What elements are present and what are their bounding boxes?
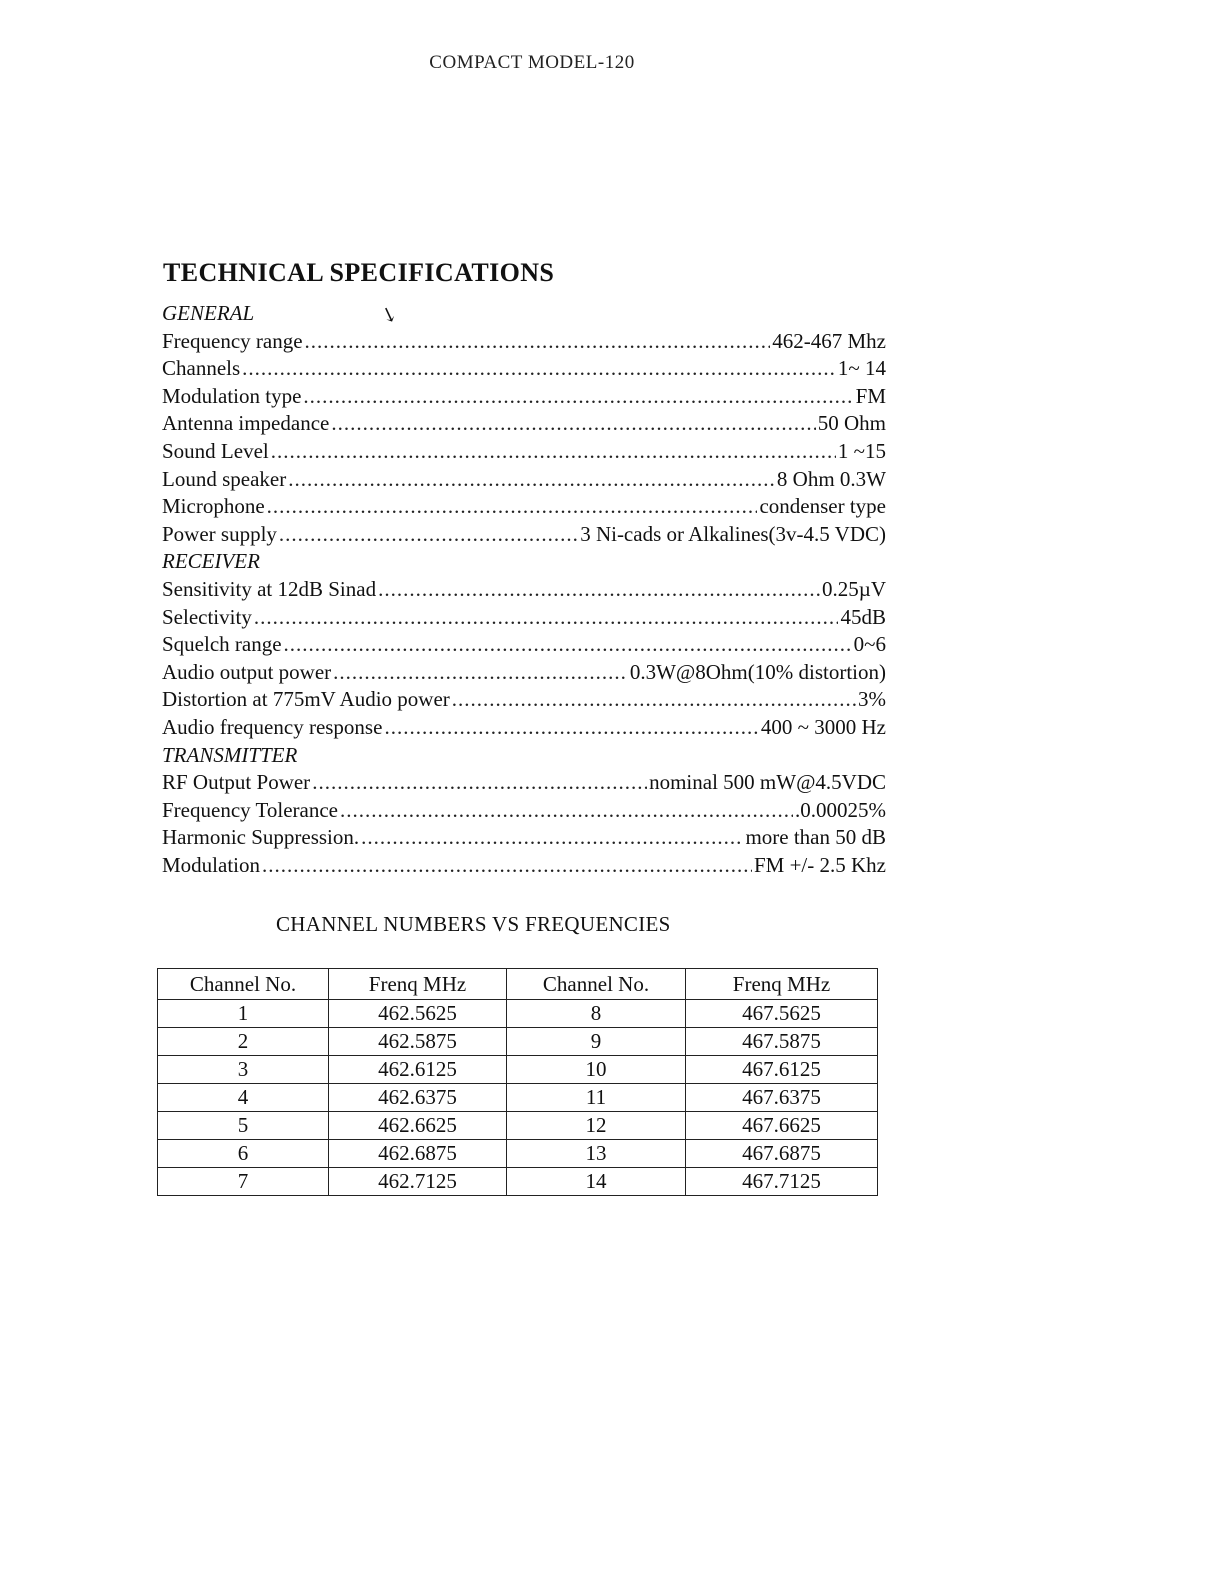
spec-row: [162, 797, 886, 825]
channel-number-cell: 13: [507, 1140, 686, 1168]
spec-value: 3 Ni-cads or Alkalines(3v-4.5 VDC): [580, 521, 886, 546]
table-header-row: [158, 969, 878, 1000]
section-heading-label: GENERAL: [162, 301, 255, 325]
dot-leader: [271, 438, 836, 466]
dot-leader: [242, 355, 836, 383]
spec-label: Power supply: [162, 521, 277, 546]
spec-value: 45dB: [840, 604, 886, 629]
channel-frequency-table: [157, 968, 878, 1196]
spec-value: 3%: [858, 687, 886, 712]
spec-label: Audio output power: [162, 659, 332, 684]
spec-value: 8 Ohm 0.3W: [776, 466, 886, 491]
dot-leader: [305, 328, 771, 356]
frequency-cell: 462.6375: [329, 1084, 507, 1112]
channel-number-cell: 7: [158, 1168, 329, 1196]
frequency-cell: 467.5625: [686, 1000, 878, 1028]
channel-number-cell: 1: [158, 1000, 329, 1028]
frequency-cell: 467.6125: [686, 1056, 878, 1084]
table-row: [158, 1028, 878, 1056]
page-header: COMPACT MODEL-120: [429, 52, 635, 73]
spec-label: Frequency range: [162, 328, 303, 353]
channel-number-cell: 11: [507, 1084, 686, 1112]
dot-leader: [452, 686, 856, 714]
spec-row: [162, 355, 886, 383]
frequency-cell: 467.6375: [686, 1084, 878, 1112]
frequency-cell: 467.6875: [686, 1140, 878, 1168]
spec-row: [162, 328, 886, 356]
table-row: [158, 1112, 878, 1140]
general-spec-list: [162, 328, 886, 549]
spec-value: FM: [855, 383, 886, 408]
frequency-cell: 462.7125: [329, 1168, 507, 1196]
table-header-cell: Frenq MHz: [686, 969, 878, 1000]
section-heading-general: [162, 300, 886, 328]
dot-leader: [333, 659, 628, 687]
channel-number-cell: 3: [158, 1056, 329, 1084]
frequency-cell: 467.6625: [686, 1112, 878, 1140]
dot-leader: [303, 383, 853, 411]
table-row: [158, 1056, 878, 1084]
dot-leader: [267, 493, 758, 521]
spec-row: [162, 410, 886, 438]
table-row: [158, 1140, 878, 1168]
frequency-cell: 462.5875: [329, 1028, 507, 1056]
table-header-cell: Channel No.: [158, 969, 329, 1000]
table-row: [158, 1168, 878, 1196]
spec-row: [162, 576, 886, 604]
channel-number-cell: 6: [158, 1140, 329, 1168]
spec-row: [162, 493, 886, 521]
spec-label: RF Output Power: [162, 770, 311, 795]
spec-label: Channels: [162, 356, 241, 381]
receiver-spec-list: [162, 576, 886, 742]
spec-label: Distortion at 775mV Audio power: [162, 687, 450, 712]
dot-leader: [378, 576, 820, 604]
spec-label: Microphone: [162, 494, 265, 519]
transmitter-spec-list: [162, 769, 886, 879]
spec-row: [162, 438, 886, 466]
dot-leader: [284, 631, 852, 659]
spec-row: [162, 383, 886, 411]
channel-number-cell: 5: [158, 1112, 329, 1140]
dot-leader: [340, 797, 793, 825]
page-title: TECHNICAL SPECIFICATIONS: [163, 258, 555, 287]
spec-row: [162, 824, 886, 852]
spec-label: Audio frequency response: [162, 714, 383, 739]
spec-label: Frequency Tolerance: [162, 797, 338, 822]
spec-row: [162, 659, 886, 687]
frequency-cell: 467.5875: [686, 1028, 878, 1056]
table-header-cell: Frenq MHz: [329, 969, 507, 1000]
dot-leader: [312, 769, 647, 797]
spec-row: [162, 521, 886, 549]
table-header-cell: Channel No.: [507, 969, 686, 1000]
channel-number-cell: 10: [507, 1056, 686, 1084]
spec-value: 462-467 Mhz: [772, 328, 886, 353]
spec-value: more than 50 dB: [745, 825, 886, 850]
spec-value: condenser type: [759, 494, 886, 519]
dot-leader: [254, 604, 839, 632]
spec-label: Modulation: [162, 852, 260, 877]
channel-number-cell: 12: [507, 1112, 686, 1140]
table-row: [158, 1000, 878, 1028]
spec-value: 1 ~15: [837, 438, 886, 463]
spec-row: [162, 604, 886, 632]
spec-value: nominal 500 mW@4.5VDC: [649, 770, 886, 795]
spec-value: FM +/- 2.5 Khz: [753, 852, 886, 877]
specifications: [162, 300, 886, 879]
channel-number-cell: 4: [158, 1084, 329, 1112]
dot-leader: [361, 824, 743, 852]
spec-value: 0.3W@8Ohm(10% distortion): [629, 659, 886, 684]
frequency-cell: 462.6125: [329, 1056, 507, 1084]
frequency-cell: 462.6875: [329, 1140, 507, 1168]
spec-label: Lound speaker: [162, 466, 287, 491]
spec-row: [162, 852, 886, 880]
dot-leader: [384, 714, 758, 742]
spec-row: [162, 769, 886, 797]
dot-leader: [262, 852, 752, 880]
spec-label: Sensitivity at 12dB Sinad: [162, 576, 377, 601]
spec-label: Harmonic Suppression.: [162, 825, 360, 850]
dot-leader: [279, 521, 578, 549]
table-row: [158, 1084, 878, 1112]
spec-value: 0~6: [853, 632, 886, 657]
spec-row: [162, 686, 886, 714]
spec-row: [162, 466, 886, 494]
stray-mark-icon: ↘: [377, 301, 401, 329]
dot-leader: [331, 410, 815, 438]
frequency-cell: 467.7125: [686, 1168, 878, 1196]
spec-label: Selectivity: [162, 604, 252, 629]
spec-value: 50 Ohm: [817, 411, 886, 436]
spec-row: [162, 714, 886, 742]
spec-label: Antenna impedance: [162, 411, 330, 436]
spec-row: [162, 631, 886, 659]
channel-number-cell: 9: [507, 1028, 686, 1056]
spec-value: .0.00025%: [795, 797, 886, 822]
spec-value: 0.25µV: [821, 576, 886, 601]
channel-number-cell: 14: [507, 1168, 686, 1196]
channel-number-cell: 8: [507, 1000, 686, 1028]
dot-leader: [288, 466, 775, 494]
spec-label: Modulation type: [162, 383, 302, 408]
frequency-cell: 462.6625: [329, 1112, 507, 1140]
section-heading-receiver: RECEIVER: [162, 549, 260, 574]
spec-label: Sound Level: [162, 438, 269, 463]
section-heading-transmitter: TRANSMITTER: [162, 742, 298, 767]
frequency-cell: 462.5625: [329, 1000, 507, 1028]
spec-value: 1~ 14: [837, 356, 886, 381]
spec-value: 400 ~ 3000 Hz: [760, 714, 886, 739]
channel-number-cell: 2: [158, 1028, 329, 1056]
spec-label: Squelch range: [162, 632, 282, 657]
table-title: CHANNEL NUMBERS VS FREQUENCIES: [276, 912, 671, 936]
